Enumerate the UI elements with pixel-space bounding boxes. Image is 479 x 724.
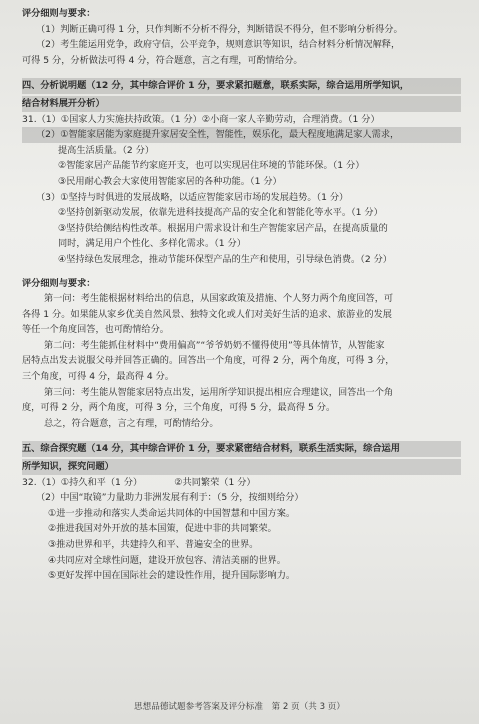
q31-part2-3: ③民用耐心教会大家使用智能家居的各种功能。（1 分） xyxy=(58,175,282,187)
section-five-title: 五、综合探究题（14 分，其中综合评价 1 分，要求紧密结合材料，联系生活实际，综合运用 xyxy=(22,441,461,457)
section-five-title-cont: 所学知识，探究问题） xyxy=(22,459,461,475)
rule-para-1: 各得 1 分。如果能从家乡优美自然风景、独特文化或人们对美好生活的追求、旅游业的发展 xyxy=(22,308,392,320)
q31-part2-1b: 提高生活质量。（2 分） xyxy=(58,144,155,156)
rule-para-3: 度，可得 2 分，两个角度，可得 3 分，三个角度，可得 5 分，最高得 5 分。 xyxy=(22,402,336,414)
rule-line: （2）考生能运用党争，政府守信，公平竞争，规则意识等知识，结合材料分析情况解释， xyxy=(36,39,401,51)
scoring-rules-second xyxy=(22,276,461,432)
rule-para-2: 居特点出发去说服父母并回答正确的。回答出一个角度，可得 2 分，两个角度，可得 3 分， xyxy=(22,355,395,367)
q32-point-5: ⑤更好发挥中国在国际社会的建设性作用，提升国际影响力。 xyxy=(48,570,296,582)
rule-para-1: 等任一个角度回答，也可酌情给分。 xyxy=(22,324,169,336)
rules-heading: 评分细则与要求： xyxy=(22,8,96,19)
rule-para-3: 第三问：考生能从智能家居特点出发，运用所学知识提出相应合理建议，回答出一个角 xyxy=(44,386,394,398)
q32-point-4: ④共同应对全球性问题，建设开放包容、清洁美丽的世界。 xyxy=(48,554,286,566)
rule-para-1: 第一问：考生能根据材料给出的信息，从国家政策及措施、个人努力两个角度回答，可 xyxy=(44,293,394,305)
q31-part1: 31.（1）①国家人力实施扶持政策。（1 分）②小商一家人辛勤劳动，合理消费。（1 分） xyxy=(22,113,380,125)
rule-para-2: 第二问：考生能抓住材料中“费用偏高”“爷爷奶奶不懂得使用”等具体情节，从智能家 xyxy=(44,339,385,351)
q32-point-3: ③推动世界和平，共建持久和平、普遍安全的世界。 xyxy=(48,539,259,550)
rule-line: （1）判断正确可得 1 分，只作判断不分析不得分，判断错误不得分，但不影响分析得分。 xyxy=(36,23,403,35)
q31-part3-1: （3）①坚持与时俱进的发展战略，以适应智能家居市场的发展趋势。（1 分） xyxy=(36,191,349,203)
scoring-rules-top xyxy=(22,6,461,68)
q31-part3-4: ④坚持绿色发展理念，推动节能环保型产品的生产和使用，引导绿色消费。（2 分） xyxy=(58,253,392,265)
q32-part1: 32.（1）①持久和平（1 分） ②共同繁荣（1 分） xyxy=(22,476,256,488)
rule-para-2: 三个角度，可得 4 分，最高得 4 分。 xyxy=(22,371,174,383)
section-four-title-cont: 结合材料展开分析） xyxy=(22,96,461,112)
page-footer: 思想品德试题参考答案及评分标准 第 2 页（共 3 页） xyxy=(134,702,345,713)
section-four xyxy=(22,78,461,267)
q31-part3-3: ③坚持供给侧结构性改革。根据用户需求设计和生产智能家居产品，在提高质量的 xyxy=(58,222,388,234)
q31-part2-2: ②智能家居产品能节约家庭开支，也可以实现居住环境的节能环保。（1 分） xyxy=(58,160,365,172)
q31-part2-1: （2）①智能家居能为家庭提升家居安全性，智能性，娱乐化，最大程度地满足家人需求， xyxy=(22,127,461,143)
q32-point-2: ②推进我国对外开放的基本国策，促进中非的共同繁荣。 xyxy=(48,523,277,535)
rule-summary: 总之，符合题意，言之有理，可酌情给分。 xyxy=(44,417,219,429)
q32-part2: （2）中国“取镜”力量助力非洲发展有利于：（5 分，按细则给分） xyxy=(36,492,304,504)
q31-part3-2: ②坚持创新驱动发展，依靠先进科技提高产品的安全化和智能化等水平。（1 分） xyxy=(58,207,383,219)
section-five xyxy=(22,441,461,583)
rule-line: 可得 5 分，分析做法可得 4 分，符合题意，言之有理，可酌情给分。 xyxy=(22,54,303,66)
section-four-title: 四、分析说明题（12 分，其中综合评价 1 分，要求紧扣题意，联系实际，综合运用所学知识， xyxy=(22,78,461,94)
q32-point-1: ①进一步推动和落实人类命运共同体的中国智慧和中国方案。 xyxy=(48,507,296,519)
q31-part3-3b: 同时，满足用户个性化、多样化需求。（1 分） xyxy=(58,238,246,250)
rules-heading: 评分细则与要求： xyxy=(22,277,96,289)
